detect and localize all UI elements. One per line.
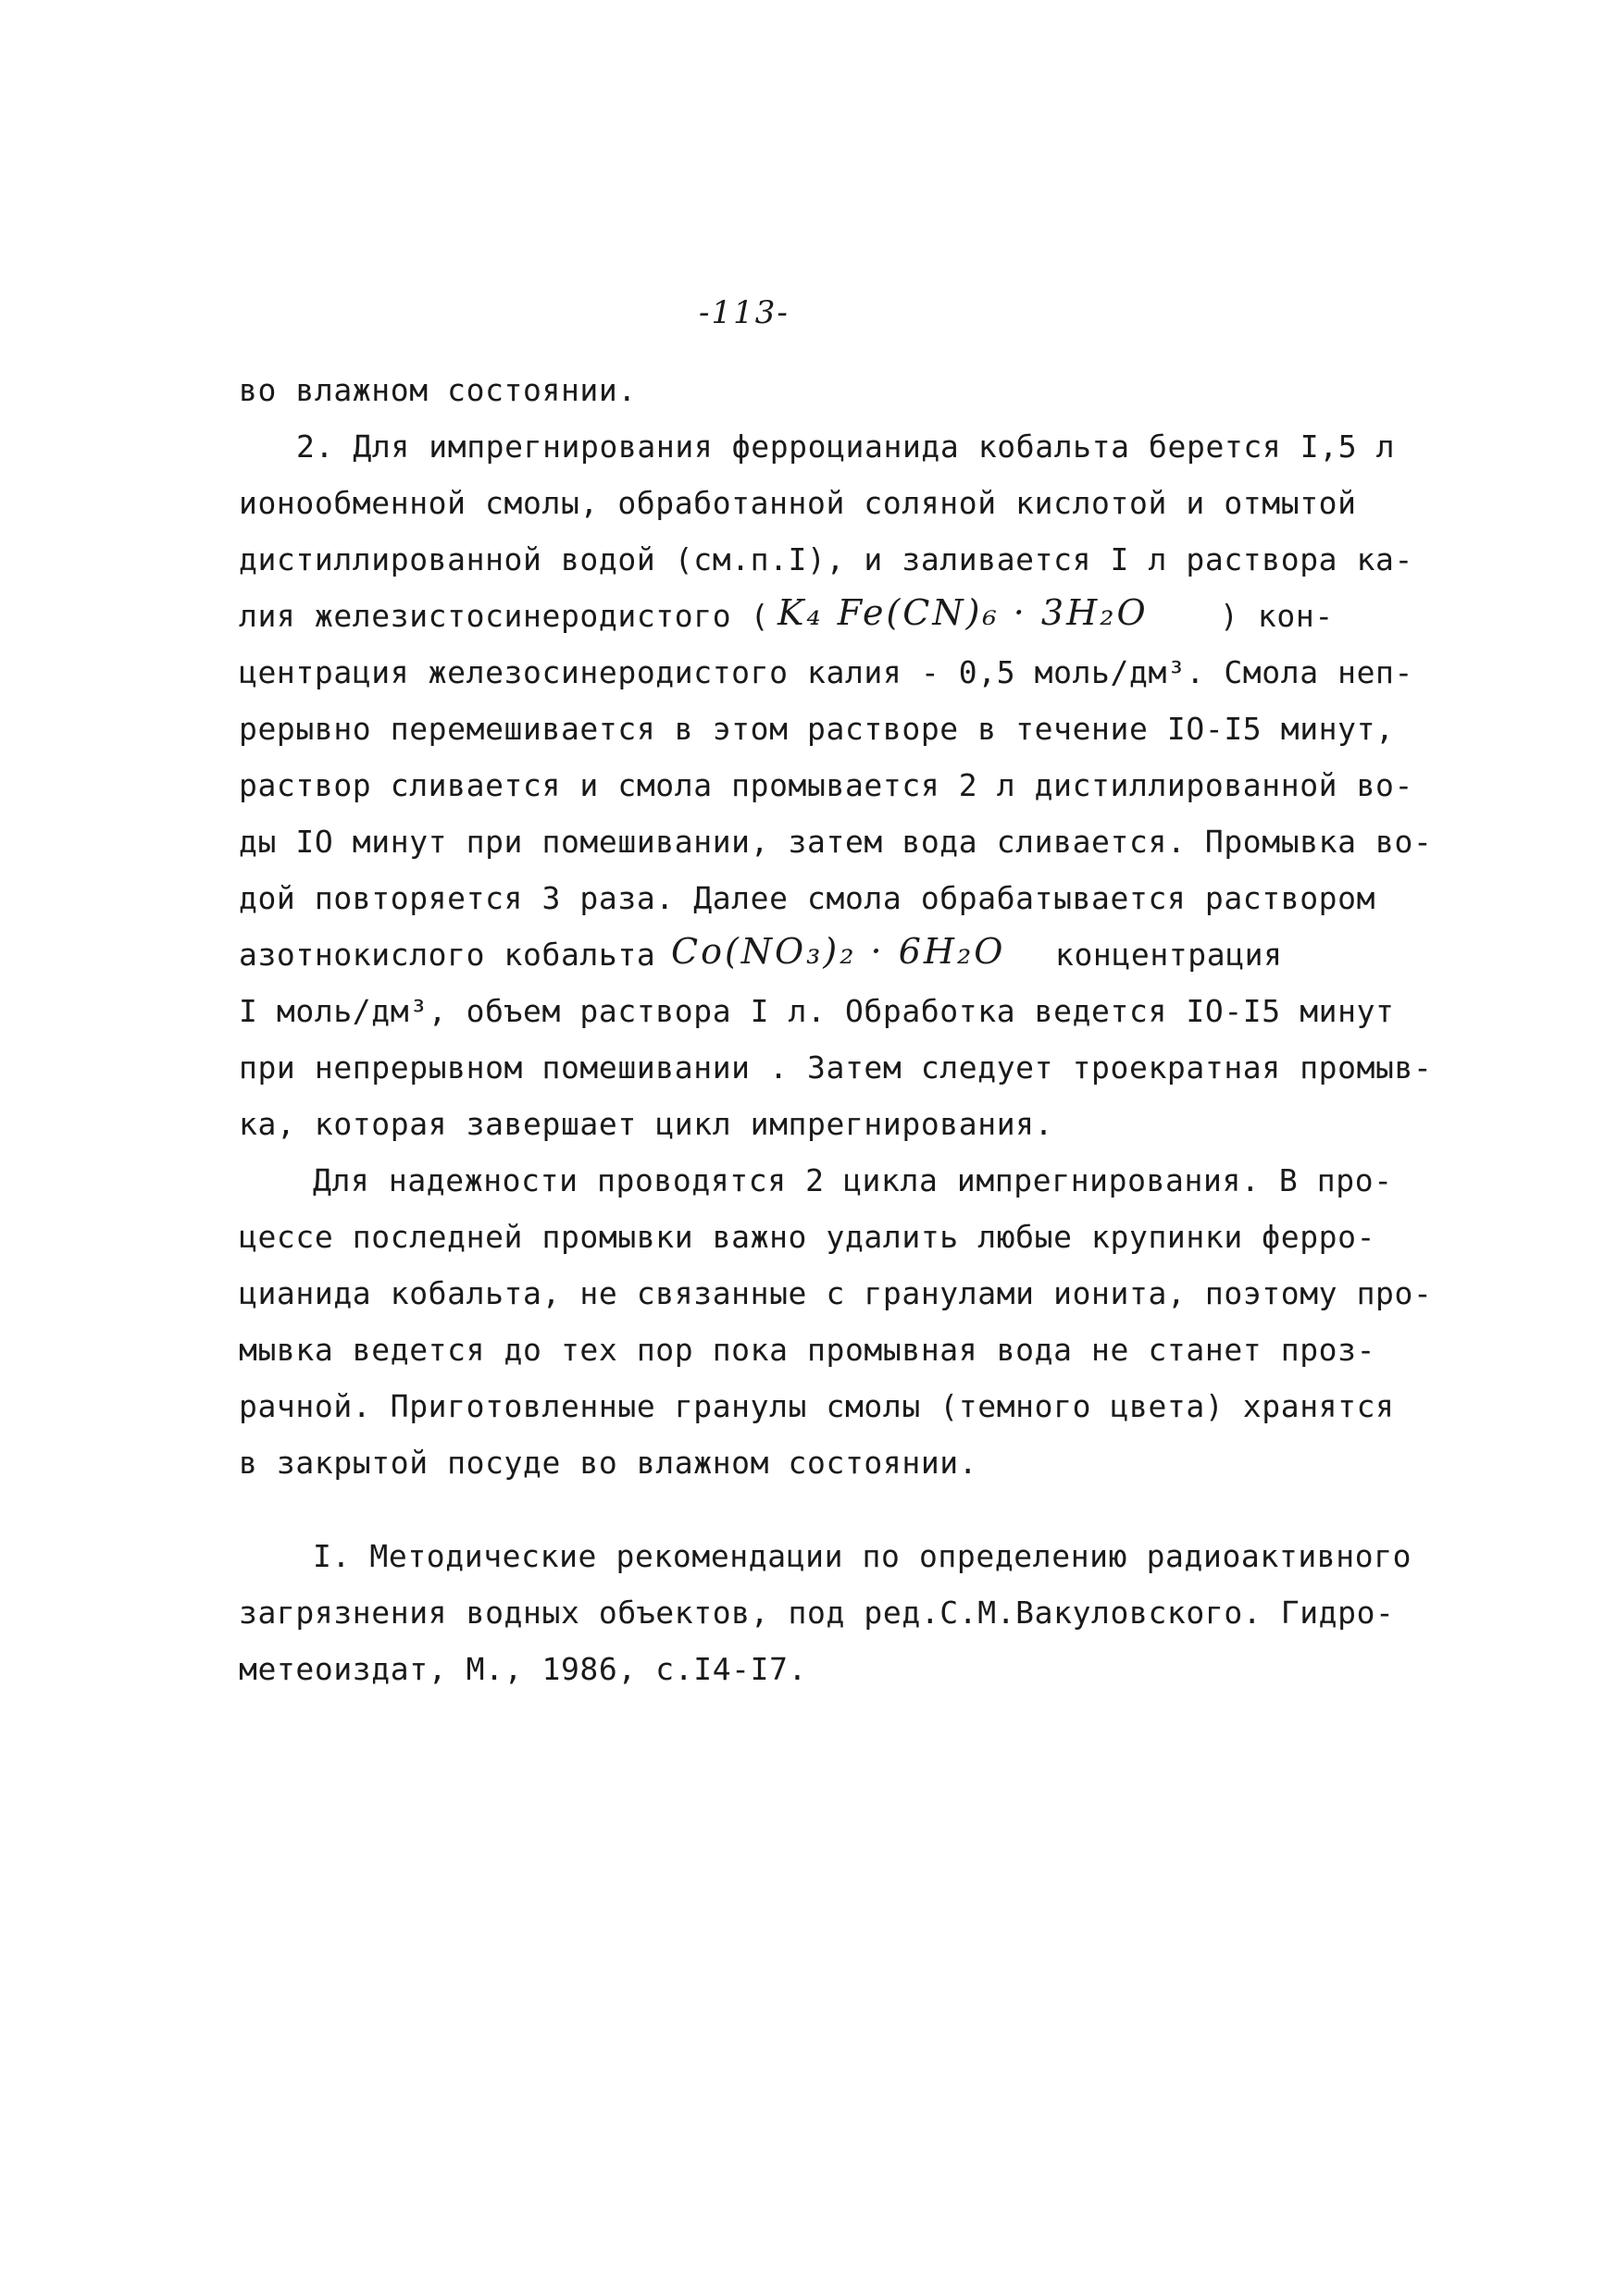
- text-line: лия железистосинеродистого (: [239, 598, 770, 634]
- text-line: Для надежности проводятся 2 цикла импрегнирования. В про-: [313, 1162, 1393, 1198]
- text-line: концентрация: [1055, 937, 1283, 973]
- text-line: мывка ведется до тех пор пока промывная вода не станет проз-: [239, 1332, 1376, 1368]
- text-line: дистиллированной водой (см.п.I), и заливается I л раствора ка-: [239, 541, 1413, 577]
- text-line: в закрытой посуде во влажном состоянии.: [239, 1445, 978, 1481]
- text-line: дой повторяется 3 раза. Далее смола обрабатывается раствором: [239, 880, 1376, 916]
- text-line: центрация железосинеродистого калия - 0,5 моль/дм³. Смола неп-: [239, 654, 1413, 690]
- text-line: ) кон-: [1220, 598, 1334, 634]
- text-line: рерывно перемешивается в этом растворе в течение IO-I5 минут,: [239, 711, 1395, 747]
- footnote-line: метеоиздат, М., 1986, с.I4-I7.: [239, 1651, 808, 1687]
- footnote-line: загрязнения водных объектов, под ред.С.М.Вакуловского. Гидро-: [239, 1595, 1395, 1631]
- text-line: при непрерывном помешивании . Затем следует троекратная промыв-: [239, 1049, 1433, 1086]
- text-line: цессе последней промывки важно удалить любые крупинки ферро-: [239, 1219, 1376, 1255]
- text-line: 2. Для импрегнирования ферроцианида кобальта берется I,5 л: [296, 428, 1396, 465]
- handwritten-formula-k4: K₄ Fe(CN)₆ · 3H₂O: [777, 592, 1149, 633]
- text-line: азотнокислого кобальта: [239, 937, 656, 973]
- text-line: раствор сливается и смола промывается 2 л дистиллированной во-: [239, 767, 1413, 803]
- text-line: рачной. Приготовленные гранулы смолы (темного цвета) хранятся: [239, 1388, 1395, 1424]
- text-line: во влажном состоянии.: [239, 372, 637, 408]
- page-number: -113-: [699, 294, 790, 331]
- handwritten-formula-co: Co(NO₃)₂ · 6H₂O: [671, 931, 1006, 972]
- text-line: ды IO минут при помешивании, затем вода сливается. Промывка во-: [239, 824, 1433, 860]
- text-line: ионообменной смолы, обработанной соляной кислотой и отмытой: [239, 485, 1357, 521]
- text-line: цианида кобальта, не связанные с гранулами ионита, поэтому про-: [239, 1275, 1433, 1311]
- footnote-line: I. Методические рекомендации по определению радиоактивного: [313, 1538, 1412, 1574]
- text-line: I моль/дм³, объем раствора I л. Обработка ведется IO-I5 минут: [239, 993, 1395, 1029]
- text-line: ка, которая завершает цикл импрегнирования.: [239, 1106, 1054, 1142]
